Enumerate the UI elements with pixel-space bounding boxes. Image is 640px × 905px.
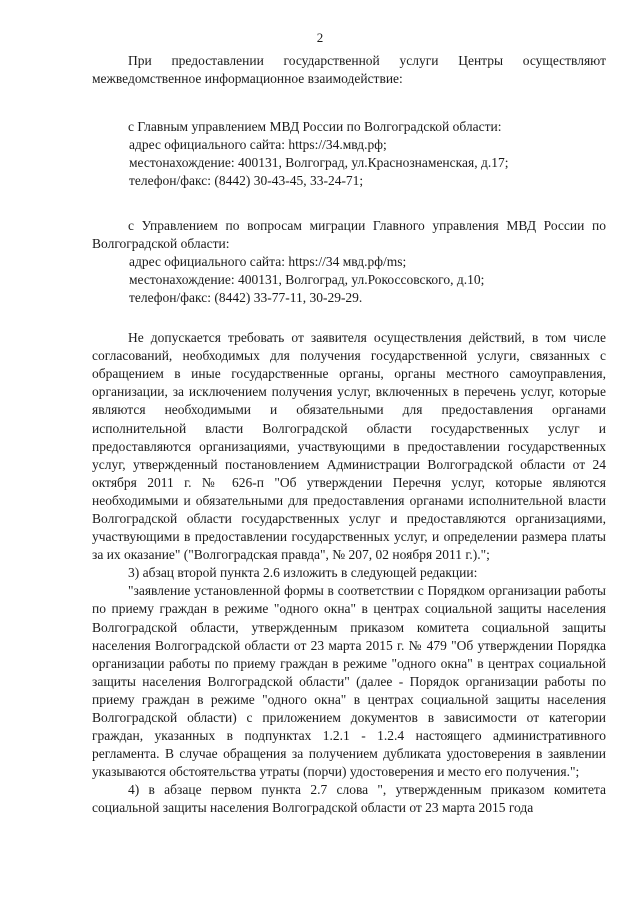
- contact-org: с Управлением по вопросам миграции Главного управления МВД России по Волгоградской области:: [92, 217, 606, 251]
- contact-location: местонахождение: 400131, Волгоград, ул.Краснознаменская, д.17;: [129, 155, 509, 171]
- document-body: [92, 52, 606, 818]
- spacer: [92, 88, 606, 118]
- amendment-text: "заявление установленной формы в соответствии с Порядком организации работы по приему граждан в режиме "одного окна" в центрах социальной защиты населения Волгоградской области, утвержденным приказом комитета социальной защиты населения Волгоградской области от 23 марта 2015 г. № 479 "Об утверждении Порядка организации работы по приему граждан в режиме "одного окна" в центрах социальной защиты населения Волгоградской области" (далее - Порядок организации работы по приему граждан в режиме "одного окна" в центрах социальной защиты населения Волгоградской области) с приложением документов в зависимости от категории граждан, указанных в подпунктах 1.2.1 - 1.2.4 настоящего административного регламента. В случае обращения за получением дубликата удостоверения в заявлении указываются обстоятельства утраты (порчи) удостоверения и место его получения.";: [92, 583, 606, 780]
- spacer: [92, 307, 606, 329]
- contact-site: адрес официального сайта: https://34 мвд.рф/ms;: [129, 253, 407, 269]
- contact-org: с Главным управлением МВД России по Волгоградской области:: [128, 119, 502, 135]
- page-number: 2: [316, 30, 324, 45]
- contact-block-migration: [92, 217, 606, 307]
- contact-site: адрес официального сайта: https://34.мвд.рф;: [129, 137, 387, 153]
- amendment-item-4: 4) в абзаце первом пункта 2.7 слова ", утвержденным приказом комитета социальной защиты населения Волгоградской области от 23 марта 2015 года: [92, 782, 606, 816]
- contact-phone: телефон/факс: (8442) 33-77-11, 30-29-29.: [129, 289, 363, 305]
- contact-block-mvd: [92, 118, 606, 190]
- intro-paragraph: При предоставлении государственной услуги Центры осуществляют межведомственное информационное взаимодействие:: [92, 53, 606, 87]
- body-paragraph: Не допускается требовать от заявителя осуществления действий, в том числе согласований, необходимых для получения государственной услуги, связанных с обращением в иные государственные органы, органы местного самоуправления, организации, за исключением получения услуг, включенных в перечень услуг, которые являются необходимыми и обязательными для предоставления органами исполнительной власти Волгоградской области государственных услуг и предоставляются организациями, участвующими в предоставлении государственных услуг, утвержденный постановлением Администрации Волгоградской области от 24 октября 2011 г. № 626-п "Об утверждении Перечня услуг, которые являются необходимыми и обязательными для предоставления органами исполнительной власти Волгоградской области государственных услуг и предоставляются организациями, участвующими в предоставлении государственных услуг, и определении размера платы за их оказание" ("Волгоградская правда", № 207, 02 ноября 2011 г.).";: [92, 330, 606, 563]
- contact-phone: телефон/факс: (8442) 30-43-45, 33-24-71;: [129, 173, 364, 189]
- amendment-item-3: 3) абзац второй пункта 2.6 изложить в следующей редакции:: [128, 565, 478, 581]
- spacer: [92, 191, 606, 217]
- contact-location: местонахождение: 400131, Волгоград, ул.Рокоссовского, д.10;: [129, 271, 485, 287]
